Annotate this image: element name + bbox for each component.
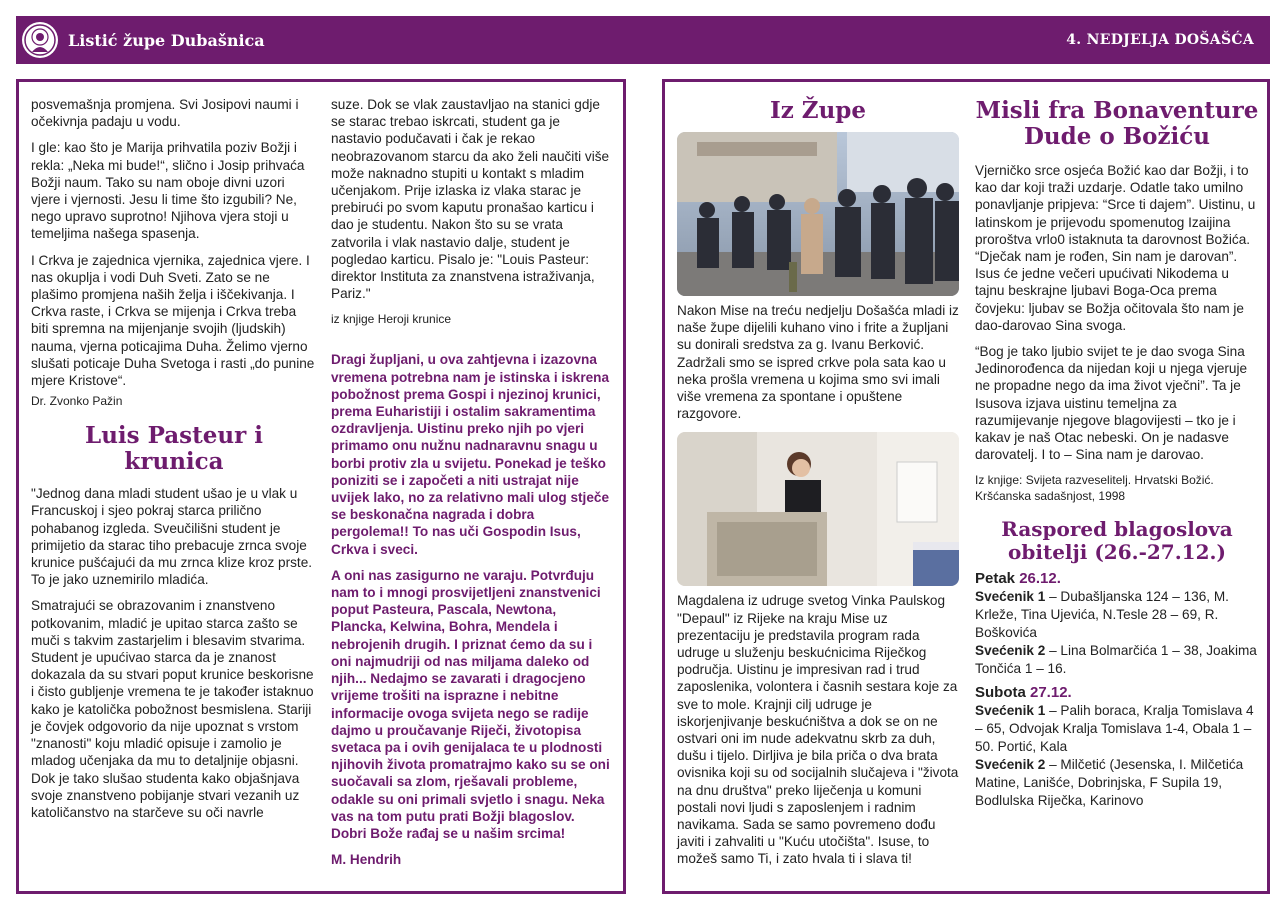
priest-label: Svećenik 2	[975, 643, 1046, 659]
photo-church-gathering	[677, 132, 959, 296]
message-author: M. Hendrih	[331, 852, 402, 868]
schedule-streets: – Palih boraca, Kralja Tomislava 4 – 65, Odvojak Kralja Tomislava 1-4, Obala 1 – 50. Portić, Kala	[975, 703, 1254, 755]
page-header	[16, 16, 1270, 64]
priest-label: Svećenik 1	[975, 589, 1046, 605]
schedule-streets: – Dubašljanska 124 – 136, M. Krleže, Tina Ujevića, N.Tesle 28 – 69, R. Boškovića	[975, 589, 1229, 641]
blessing-schedule	[975, 570, 1259, 810]
schedule-entry	[975, 642, 1259, 678]
schedule-entry	[975, 588, 1259, 642]
pastoral-message: A oni nas zasigurno ne varaju. Potvrđuju nam to i mnogi prosvijetljeni znanstvenici poput Pasteura, Pascala, Newtona, Plancka, Kelwina, Bohra, Mendela i nebrojenih drugih. I priznat ćemo da su i oni najmudriji od nas miljama daleko od njih... Nedajmo se zavarati i dragocjeno vrijeme trošiti na isprazne i nebitne informacije ovoga svijeta nego se radije dajmo u proučavanje Riječi, životopisa svetaca pa i ovih genijalaca te u plodnosti njihovih života promatrajmo kako su se oni suočavali sa zlom, rješavali probleme, odakle su oni primali svjetlo i snagu. Neka vas na tom putu prati Božji blagoslov. Dobri Bože rađaj se u našim srcima!	[331, 567, 610, 841]
day-date: 27.12.	[1030, 684, 1072, 702]
right-column-2	[975, 96, 1259, 810]
saint-portrait-icon	[22, 22, 58, 58]
priest-label: Svećenik 1	[975, 703, 1046, 719]
schedule-heading: Raspored blagoslova obitelji (26.-27.12.)	[1001, 517, 1233, 565]
photo-caption: Nakon Mise na treću nedjelju Došašća mladi iz naše župe dijelili kuhano vino i frite a župljani su donirali sredstva za g. Ivanu Berković. Zadržali smo se ispred crkve pola sata kao u neka prošla vremena u kojima smo svi imali više vremena za spontane i opuštene razgovore.	[677, 303, 959, 422]
left-column-1	[31, 96, 317, 830]
priest-label: Svećenik 2	[975, 757, 1046, 773]
day-label: Subota	[975, 684, 1030, 702]
right-column-1	[677, 96, 959, 877]
bulletin-title: Listić župe Dubašnica	[68, 30, 265, 50]
left-page	[16, 79, 626, 894]
schedule-entry	[975, 756, 1259, 810]
paragraph: I gle: kao što je Marija prihvatila poziv Božji i rekla: „Neka mi bude!“, slično i Josip prihvaća Božji naum. Tako su nam oboje divni uzori vjere i vjernosti. Jesu li time što izgubili? Ne, nego upravo suprotno! Njihova vjera stoji u temeljima našega spasenja.	[31, 140, 305, 242]
article-source: iz knjige Heroji krunice	[331, 312, 452, 327]
schedule-day-saturday	[975, 684, 1259, 702]
article-author: Dr. Zvonko Pažin	[31, 394, 123, 409]
photo-caption: Magdalena iz udruge svetog Vinka Paulskog "Depaul" iz Rijeke na kraju Mise uz prezentaciju je predstavila program rada udruge u služenju beskućnicima Riječkog područja. Uistinu je impresivan rad i trud zaposlenika, volontera i časnih sestara koje za sve to mole. Krajnji cilj udruge je iskorjenjivanje beskućništva a dok se on ne ostvari oni im nude adekvatnu skrb za duh, dušu i tijelo. Dirljiva je bila priča o dva brata ovisnika koji su od socijalnih slučajeva i "života na dnu društva" preko liječenja u komuni postali novi ljudi s zaposlenjem i radnim navikama. Sada se samo povremeno dođu javiti i zahvaliti u "Kuću utočišta". Isuse, to možeš samo Ti, i zato hvala ti i slava ti!	[677, 593, 959, 867]
paragraph: “Bog je tako ljubio svijet te je dao svoga Sina Jedinorođenca da nijedan koji u njega vjeruje ne propadne nego da ima život vječni”. Ta je Isusova izjava uistinu temeljna za razumijevanje njegove blagovijesti – tko je i kakav je naš Otac nebeski. On je nadasve darovatelj. I to – Sina nam je darovao.	[975, 344, 1248, 463]
pastoral-message: Dragi župljani, u ova zahtjevna i izazovna vremena potrebna nam je istinska i iskrena pobožnost prema Gospi i njezinoj krunici, prema Euharistiji i ostalim sakramentima ozdravljenja. Uistinu preko njih po vjeri primamo onu nužnu nadnaravnu snagu u borbi protiv zla u svijetu. Ponekad je teško poniziti se i započeti a niti ustrajat nije uvijek lako, no za relativno mali ulog stječe se beskonačna nagrada i dobra pergolema!! To nas uči Gospodin Isus, Crkva i sveci.	[331, 352, 610, 557]
section-heading: Iz Župe	[769, 97, 867, 124]
schedule-entry	[975, 702, 1259, 756]
photo-presentation	[677, 432, 959, 586]
day-date: 26.12.	[1019, 570, 1061, 588]
article-heading: Luis Pasteur i krunica	[85, 422, 263, 476]
left-column-2	[331, 96, 613, 877]
schedule-streets: – Milčetić (Jesenska, I. Milčetića Matine, Lanišće, Dobrinjska, F Supila 19, Bodlulska Riječka, Karinovo	[975, 757, 1244, 809]
article-source: Iz knjige: Svijeta razveselitelj. Hrvatski Božić. Kršćanska sadašnjost, 1998	[975, 473, 1214, 504]
right-page	[662, 79, 1270, 894]
paragraph: Smatrajući se obrazovanim i znanstveno potkovanim, mladić je upitao starca zašto se muči s takvim zastarjelim i blesavim stvarima. Student je upućivao starca da je znanost dokazala da su stvari poput krunice beskorisne i čisto gubljenje vremena te je također istaknuo kako je katolička pobožnost besmislena. Stariji je čovjek odgovorio da nije upoznat s vrstom "znanosti" koju mladić opisuje i zamolio je mladog učenjaka da mu to detaljnije objasni. Dok je tako slušao studenta kako objašnjava svoje znanstveno pobijanje stvari vezanih uz katoličanstvo na starčeve su oči navrle	[31, 598, 314, 820]
paragraph: suze. Dok se vlak zaustavljao na stanici gdje se starac trebao iskrcati, student ga je nastavio podučavati i čak je rekao neobrazovanom starcu da ako želi naučiti više može naknadno stupiti u kontakt s mladim učenjakom. Prije izlaska iz vlaka starac je prebirući po svom kaputu pronašao karticu i dao je studentu. Nakon što su se vrata zatvorila i vlak nastavio dalje, student je pogledao karticu. Pisalo je: "Louis Pasteur: direktor Instituta za znanstvena istraživanja, Pariz."	[331, 97, 610, 302]
schedule-day-friday	[975, 570, 1259, 588]
section-heading: Misli fra Bonaventure Dude o Božiću	[975, 97, 1259, 150]
day-label: Petak	[975, 570, 1020, 588]
schedule-streets: – Lina Bolmarčića 1 – 38, Joakima Tončića 1 – 16.	[975, 643, 1257, 677]
paragraph: Vjerničko srce osjeća Božić kao dar Božji, i to kao dar koji traži uzdarje. Odatle tako umilno ponavljanje pripjeva: “Srce ti dajem”. Uistinu, u latinskom je prijevodu spomenutog Izaijina proroštva vrlo0 istaknuta ta darovnost Božića. “Dječak nam je rođen, Sin nam je darovan”. Isus će jedne večeri upućivati Nikodema u tajnu beskrajne ljubavi Boga-Oca prema čovjeku: ljubav se Božja očitovala što nam je dao-darovao Sina svoga.	[975, 163, 1256, 333]
paragraph: "Jednog dana mladi student ušao je u vlak u Francuskoj i sjeo pokraj starca prilično pohabanog izgleda. Sveučilišni student je primijetio da starac tiho prebacuje zrnca svoje krunice pušćajući da mu zrnca klize kroz prste. To je jako uznemirilo mladića.	[31, 486, 313, 588]
paragraph: posvemašnja promjena. Svi Josipovi naumi i očekivnja padaju u vodu.	[31, 97, 299, 130]
header-brand	[22, 22, 265, 58]
sunday-label: 4. NEDJELJA DOŠAŠĆA	[1066, 32, 1254, 48]
paragraph: I Crkva je zajednica vjernika, zajednica vjere. I nas okuplja i vodi Duh Sveti. Zato se ne plašimo promjena naših želja i iščekivanja. I Crkva raste, i Crkva se mijenja i Crkva treba biti spremna na mijenjanje svojih (ljudskih) nauma, vjerna poticajima Duha. Želimo vjerno slušati poticaje Duha Svetoga i rasti „do punine mjere Kristove“.	[31, 252, 315, 389]
